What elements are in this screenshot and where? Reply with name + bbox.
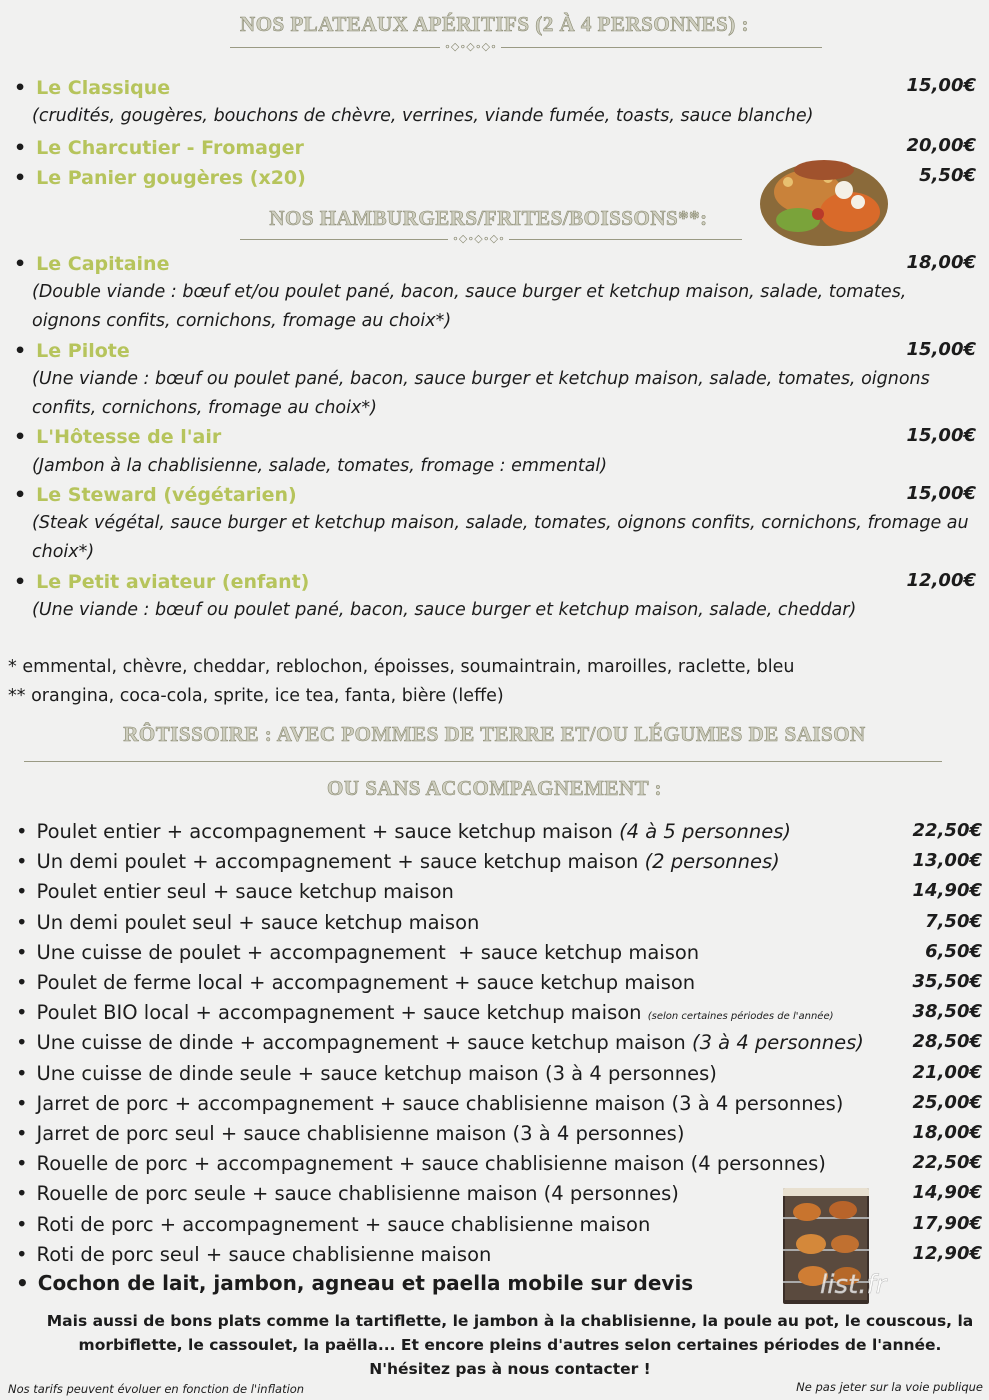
rotissoire-item-label: Poulet entier + accompagnement + sauce ketchup maison bbox=[36, 820, 620, 843]
menu-item-price: 12,00€ bbox=[906, 570, 976, 591]
menu-item-price: 15,00€ bbox=[906, 339, 976, 360]
rotissoire-item-label: Jarret de porc seul + sauce chablisienne maison (3 à 4 personnes) bbox=[36, 1122, 685, 1145]
rotissoire-item-label: Rouelle de porc + accompagnement + sauce chablisienne maison (4 personnes) bbox=[36, 1152, 826, 1175]
rotissoire-item-label: Une cuisse de dinde + accompagnement + sauce ketchup maison bbox=[36, 1031, 692, 1054]
rotissoire-item-detail: (selon certaines périodes de l'année) bbox=[647, 1011, 834, 1022]
bullet: • bbox=[16, 1062, 28, 1085]
menu-item-name: • Le Classique bbox=[14, 77, 171, 99]
footer-text bbox=[40, 1309, 980, 1381]
divider bbox=[230, 47, 822, 48]
bullet: • bbox=[16, 1243, 28, 1266]
menu-item-price: 15,00€ bbox=[906, 75, 976, 96]
bullet: • bbox=[16, 1182, 28, 1205]
rotissoire-item bbox=[16, 911, 479, 934]
rotissoire-item-price: 17,90€ bbox=[912, 1213, 982, 1234]
rotissoire-item-price: 21,00€ bbox=[912, 1062, 982, 1083]
bullet: • bbox=[16, 1031, 28, 1054]
bullet: • bbox=[16, 820, 28, 843]
litter-note: Ne pas jeter sur la voie publique bbox=[796, 1380, 983, 1394]
menu-item-description: (Jambon à la chablisienne, salade, tomates, fromage : emmental) bbox=[32, 456, 608, 476]
menu-item-description: (Une viande : bœuf ou poulet pané, bacon, sauce burger et ketchup maison, salade, tomates, oignons confits, cornichons, fromage au choix*) bbox=[32, 369, 930, 418]
rotissoire-item bbox=[16, 850, 780, 873]
rotissoire-item-label: Poulet de ferme local + accompagnement + sauce ketchup maison bbox=[36, 971, 696, 994]
rotissoire-item-price: 14,90€ bbox=[912, 1182, 982, 1203]
inflation-note: Nos tarifs peuvent évoluer en fonction de l'inflation bbox=[8, 1382, 305, 1396]
rotissoire-item-label: Un demi poulet + accompagnement + sauce ketchup maison bbox=[36, 850, 645, 873]
footer-line: Mais aussi de bons plats comme la tartiflette, le jambon à la chablisienne, la poule au pot, le couscous, la bbox=[46, 1312, 974, 1330]
rotissoire-item bbox=[16, 941, 699, 964]
menu-item-description: (crudités, gougères, bouchons de chèvre, verrines, viande fumée, toasts, sauce blanche) bbox=[32, 106, 814, 126]
rotissoire-item-price: 12,90€ bbox=[912, 1243, 982, 1264]
aperitif-section-title: NOS PLATEAUX APÉRITIFS (2 À 4 PERSONNES) : bbox=[240, 12, 749, 36]
footer-line: N'hésitez pas à nous contacter ! bbox=[369, 1360, 651, 1378]
rotissoire-item bbox=[16, 1122, 684, 1145]
menu-item-name: • Le Panier gougères (x20) bbox=[14, 167, 306, 189]
rotissoire-item-label: Rouelle de porc seule + sauce chablisienne maison (4 personnes) bbox=[36, 1182, 679, 1205]
watermark: list.fr bbox=[820, 1270, 887, 1300]
rotissoire-item-price: 38,50€ bbox=[912, 1001, 982, 1022]
bullet: • bbox=[16, 971, 28, 994]
menu-item-description: (Steak végétal, sauce burger et ketchup maison, salade, tomates, oignons confits, cornichons, fromage au choix*) bbox=[32, 513, 969, 562]
rotissoire-item-label: Poulet BIO local + accompagnement + sauce ketchup maison bbox=[36, 1001, 648, 1024]
menu-item-price: 18,00€ bbox=[906, 252, 976, 273]
rotissoire-item-price: 35,50€ bbox=[912, 971, 982, 992]
menu-item-name: • Le Petit aviateur (enfant) bbox=[14, 571, 310, 593]
rotissoire-item-label: Une cuisse de poulet + accompagnement + sauce ketchup maison bbox=[36, 941, 700, 964]
menu-item-price: 15,00€ bbox=[906, 483, 976, 504]
rotissoire-section-subtitle: OU SANS ACCOMPAGNEMENT : bbox=[327, 776, 662, 800]
bullet: • bbox=[16, 911, 28, 934]
bullet: • bbox=[16, 1122, 28, 1145]
rotissoire-item-price: 28,50€ bbox=[912, 1031, 982, 1052]
rotissoire-item-label: Roti de porc + accompagnement + sauce chablisienne maison bbox=[36, 1213, 651, 1236]
bullet: • bbox=[16, 1213, 28, 1236]
menu-item-price: 20,00€ bbox=[906, 135, 976, 156]
rotissoire-item-price: 22,50€ bbox=[912, 1152, 982, 1173]
rotissoire-item-label: Poulet entier seul + sauce ketchup maison bbox=[36, 880, 454, 903]
menu-item-description: (Une viande : bœuf ou poulet pané, bacon, sauce burger et ketchup maison, salade, cheddar) bbox=[32, 600, 857, 620]
rotissoire-item bbox=[16, 1243, 491, 1266]
rotissoire-item-detail: (3 à 4 personnes) bbox=[691, 1031, 864, 1054]
ornament: ∘◇∘◇∘◇∘ bbox=[448, 233, 509, 245]
rotissoire-item bbox=[16, 1062, 717, 1085]
bullet: • bbox=[16, 941, 28, 964]
bullet: • bbox=[16, 1001, 28, 1024]
drinks-note: ** orangina, coca-cola, sprite, ice tea, fanta, bière (leffe) bbox=[8, 686, 504, 706]
rotissoire-item bbox=[16, 1182, 679, 1205]
bullet: • bbox=[16, 1092, 28, 1115]
menu-item-name: • Le Charcutier - Fromager bbox=[14, 137, 304, 159]
rotissoire-item-price: 14,90€ bbox=[912, 880, 982, 901]
quote-line: • Cochon de lait, jambon, agneau et paella mobile sur devis bbox=[16, 1271, 694, 1295]
footer-line: morbiflette, le cassoulet, la paëlla... Et encore pleins d'autres selon certaines périodes de l'année. bbox=[78, 1336, 942, 1354]
rotissoire-item bbox=[16, 971, 695, 994]
bullet: • bbox=[16, 880, 28, 903]
divider bbox=[24, 761, 942, 762]
menu-item-name: • Le Pilote bbox=[14, 340, 130, 362]
rotissoire-item-price: 6,50€ bbox=[925, 941, 982, 962]
rotissoire-item bbox=[16, 1092, 843, 1115]
menu-item-price: 5,50€ bbox=[919, 165, 976, 186]
rotissoire-item bbox=[16, 820, 791, 843]
bullet: • bbox=[16, 1152, 28, 1175]
rotissoire-item bbox=[16, 1152, 826, 1175]
rotissoire-item bbox=[16, 1031, 864, 1054]
rotissoire-item-price: 22,50€ bbox=[912, 820, 982, 841]
rotissoire-item bbox=[16, 880, 454, 903]
rotissoire-item-label: Jarret de porc + accompagnement + sauce chablisienne maison (3 à 4 personnes) bbox=[36, 1092, 844, 1115]
rotissoire-section-title: RÔTISSOIRE : AVEC POMMES DE TERRE ET/OU LÉGUMES DE SAISON bbox=[123, 722, 866, 746]
cheese-note: * emmental, chèvre, cheddar, reblochon, époisses, soumaintrain, maroilles, raclette, bleu bbox=[8, 657, 795, 677]
rotissoire-item bbox=[16, 1213, 650, 1236]
rotissoire-item-detail: (4 à 5 personnes) bbox=[619, 820, 791, 843]
bullet: • bbox=[16, 850, 28, 873]
menu-item-name: • L'Hôtesse de l'air bbox=[14, 426, 222, 448]
menu-item-price: 15,00€ bbox=[906, 425, 976, 446]
rotissoire-item-label: Roti de porc seul + sauce chablisienne maison bbox=[36, 1243, 492, 1266]
rotissoire-item-price: 13,00€ bbox=[912, 850, 982, 871]
rotissoire-item-price: 7,50€ bbox=[925, 911, 982, 932]
ornament: ∘◇∘◇∘◇∘ bbox=[440, 41, 501, 53]
menu-item-name: • Le Steward (végétarien) bbox=[14, 484, 297, 506]
rotissoire-item bbox=[16, 1001, 834, 1024]
rotissoire-item-price: 25,00€ bbox=[912, 1092, 982, 1113]
menu-item-name: • Le Capitaine bbox=[14, 253, 170, 275]
menu-item-description: (Double viande : bœuf et/ou poulet pané, bacon, sauce burger et ketchup maison, salade, tomates, oignons confits, cornichons, fromage au choix*) bbox=[32, 282, 907, 331]
rotissoire-item-detail: (2 personnes) bbox=[644, 850, 780, 873]
rotissoire-item-label: Une cuisse de dinde seule + sauce ketchup maison (3 à 4 personnes) bbox=[36, 1062, 717, 1085]
rotissoire-item-price: 18,00€ bbox=[912, 1122, 982, 1143]
burger-section-title: NOS HAMBURGERS/FRITES/BOISSONS**: bbox=[269, 206, 708, 230]
platter-photo bbox=[758, 142, 890, 254]
rotissoire-item-label: Un demi poulet seul + sauce ketchup maison bbox=[36, 911, 480, 934]
